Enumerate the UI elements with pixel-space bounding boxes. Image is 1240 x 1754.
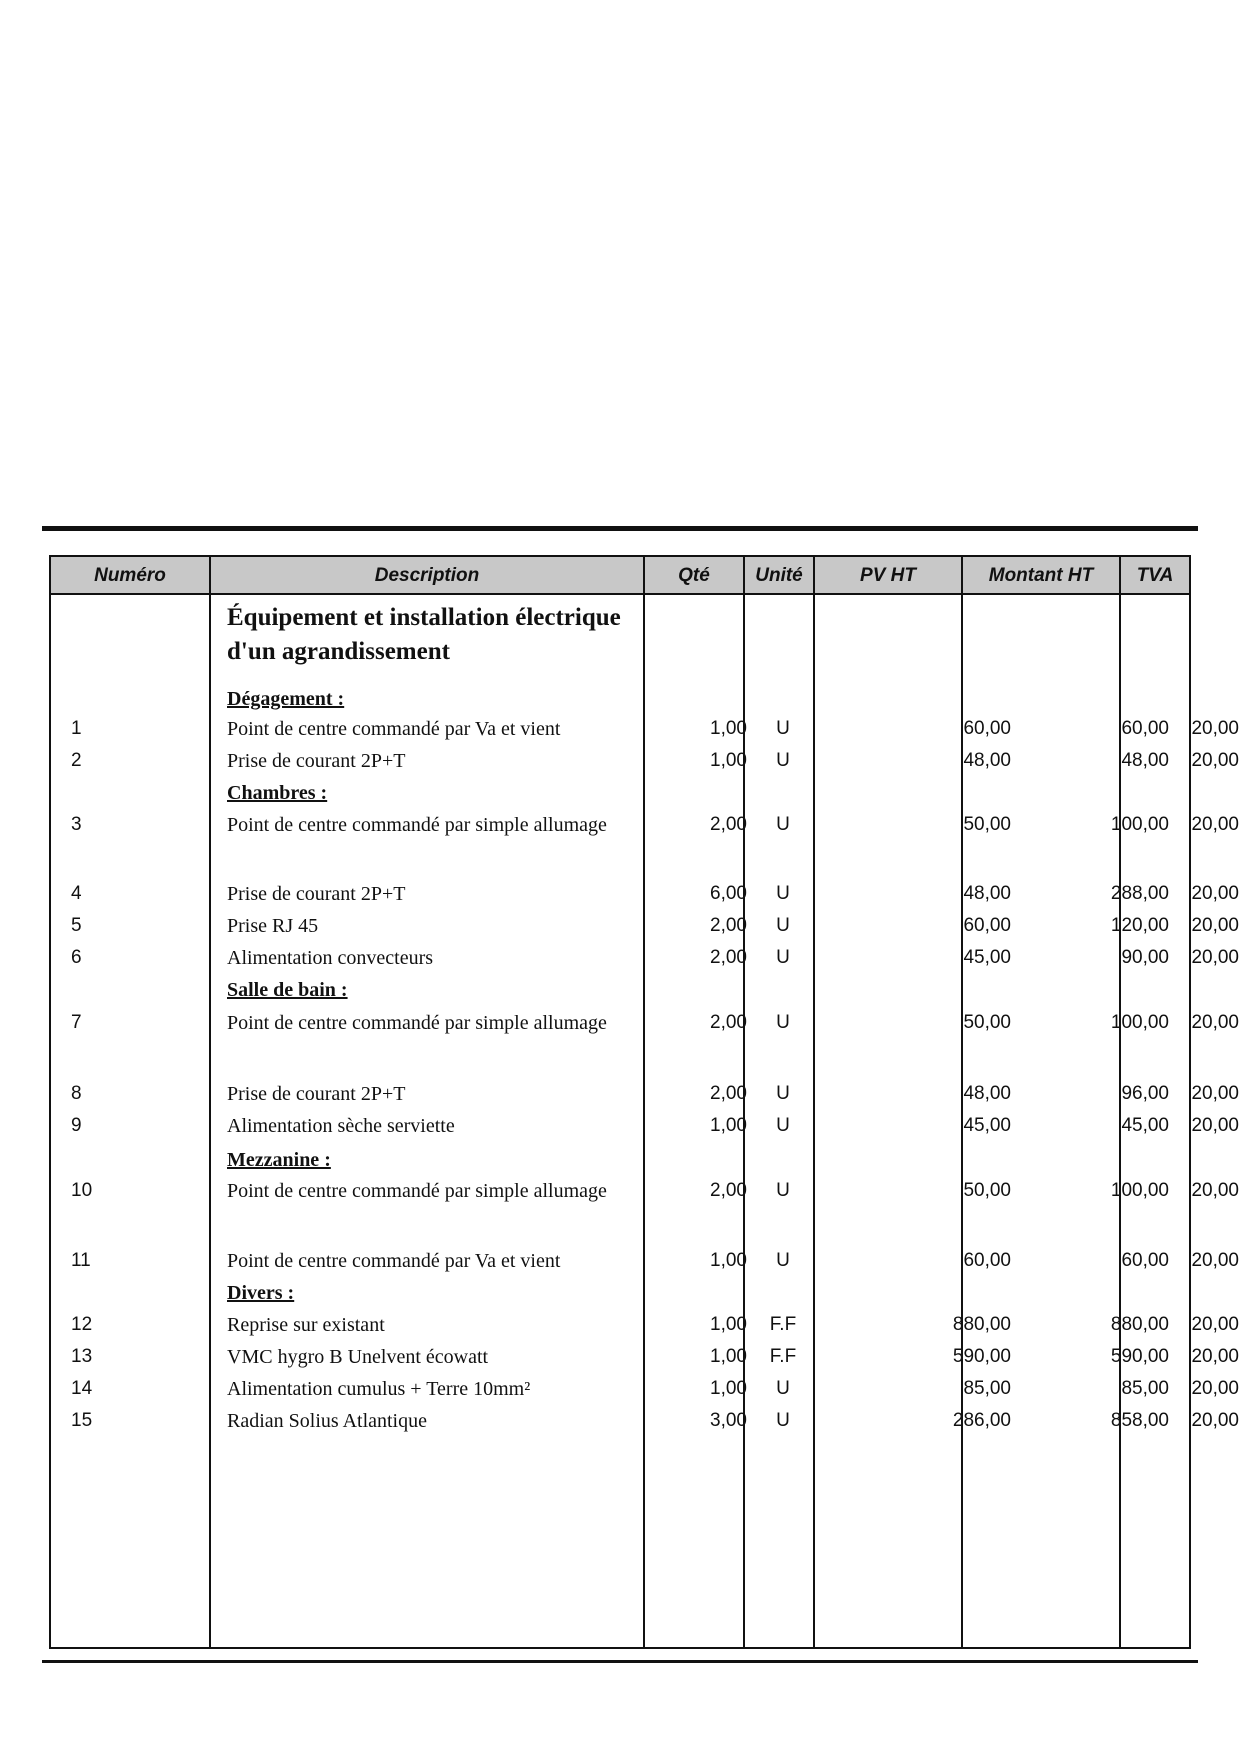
row-amount: 85,00 <box>1121 1378 1169 1399</box>
header-montant-ht: Montant HT <box>988 565 1094 586</box>
row-vat: 20,00 <box>1191 1410 1239 1431</box>
row-description: Alimentation cumulus + Terre 10mm² <box>227 1378 531 1400</box>
row-qty: 2,00 <box>710 1012 747 1033</box>
row-unit-price: 48,00 <box>963 750 1011 771</box>
row-qty: 6,00 <box>710 883 747 904</box>
row-description: Radian Solius Atlantique <box>227 1410 427 1432</box>
section-heading: Chambres : <box>227 782 328 804</box>
row-description: Alimentation sèche serviette <box>227 1115 455 1137</box>
row-unit-price: 48,00 <box>963 883 1011 904</box>
row-vat: 20,00 <box>1191 1346 1239 1367</box>
bottom-rule <box>42 1660 1198 1663</box>
row-qty: 1,00 <box>710 1115 747 1136</box>
row-vat: 20,00 <box>1191 1180 1239 1201</box>
row-description: Prise de courant 2P+T <box>227 883 406 905</box>
row-amount: 288,00 <box>1110 883 1169 904</box>
row-description: Point de centre commandé par Va et vient <box>227 1250 561 1272</box>
row-qty: 1,00 <box>710 1346 747 1367</box>
row-qty: 2,00 <box>710 947 747 968</box>
section-heading: Dégagement : <box>227 688 345 710</box>
header-description: Description <box>374 565 480 586</box>
row-unit: U <box>776 1180 790 1201</box>
header-qte: Qté <box>678 565 710 586</box>
header-pv-ht: PV HT <box>860 565 916 586</box>
row-description: Point de centre commandé par Va et vient <box>227 718 561 740</box>
row-unit: U <box>776 1250 790 1271</box>
row-description: Prise RJ 45 <box>227 915 319 937</box>
document-title: Équipement et installation électrique d'un agrandissement <box>227 604 621 665</box>
row-vat: 20,00 <box>1191 1378 1239 1399</box>
row-amount: 120,00 <box>1110 915 1169 936</box>
row-qty: 1,00 <box>710 1314 747 1335</box>
row-description: VMC hygro B Unelvent écowatt <box>227 1346 489 1368</box>
row-unit-price: 60,00 <box>963 718 1011 739</box>
row-number: 11 <box>71 1250 91 1271</box>
row-description: Point de centre commandé par simple allumage <box>227 1180 607 1202</box>
row-unit: U <box>776 883 790 904</box>
row-number: 6 <box>71 947 82 968</box>
row-unit-price: 85,00 <box>963 1378 1011 1399</box>
section-heading: Mezzanine : <box>227 1149 331 1171</box>
row-vat: 20,00 <box>1191 1314 1239 1335</box>
row-description: Point de centre commandé par simple allumage <box>227 814 607 836</box>
row-qty: 2,00 <box>710 915 747 936</box>
row-number: 3 <box>71 814 82 835</box>
row-unit-price: 45,00 <box>963 947 1011 968</box>
row-number: 15 <box>71 1410 93 1431</box>
header-numero: Numéro <box>94 565 166 586</box>
row-unit: U <box>776 915 790 936</box>
row-unit-price: 880,00 <box>952 1314 1011 1335</box>
row-unit: U <box>776 1083 790 1104</box>
table-header <box>51 557 1189 595</box>
row-unit: U <box>776 718 790 739</box>
row-unit-price: 50,00 <box>963 1012 1011 1033</box>
row-unit-price: 286,00 <box>952 1410 1011 1431</box>
row-qty: 3,00 <box>710 1410 747 1431</box>
row-qty: 1,00 <box>710 750 747 771</box>
row-number: 14 <box>71 1378 93 1399</box>
row-amount: 858,00 <box>1110 1410 1169 1431</box>
row-unit-price: 45,00 <box>963 1115 1011 1136</box>
row-vat: 20,00 <box>1191 1083 1239 1104</box>
column-divider <box>813 557 815 1647</box>
row-qty: 2,00 <box>710 814 747 835</box>
row-number: 2 <box>71 750 82 771</box>
row-unit-price: 48,00 <box>963 1083 1011 1104</box>
row-qty: 1,00 <box>710 1378 747 1399</box>
row-vat: 20,00 <box>1191 1012 1239 1033</box>
row-description: Prise de courant 2P+T <box>227 1083 406 1105</box>
column-divider <box>643 557 645 1647</box>
row-vat: 20,00 <box>1191 947 1239 968</box>
row-qty: 2,00 <box>710 1180 747 1201</box>
section-heading: Salle de bain : <box>227 979 348 1001</box>
row-number: 9 <box>71 1115 82 1136</box>
row-amount: 48,00 <box>1121 750 1169 771</box>
row-number: 8 <box>71 1083 82 1104</box>
row-amount: 60,00 <box>1121 718 1169 739</box>
row-vat: 20,00 <box>1191 718 1239 739</box>
row-unit: U <box>776 1012 790 1033</box>
row-number: 5 <box>71 915 82 936</box>
row-unit: U <box>776 1378 790 1399</box>
quote-table <box>49 555 1239 1649</box>
row-vat: 20,00 <box>1191 814 1239 835</box>
row-amount: 880,00 <box>1110 1314 1169 1335</box>
row-description: Alimentation convecteurs <box>227 947 434 969</box>
row-amount: 45,00 <box>1121 1115 1169 1136</box>
row-vat: 20,00 <box>1191 750 1239 771</box>
row-number: 13 <box>71 1346 93 1367</box>
row-vat: 20,00 <box>1191 1115 1239 1136</box>
row-unit-price: 60,00 <box>963 1250 1011 1271</box>
header-tva: TVA <box>1136 565 1174 586</box>
row-vat: 20,00 <box>1191 883 1239 904</box>
row-unit: F.F <box>769 1314 797 1335</box>
row-amount: 90,00 <box>1121 947 1169 968</box>
row-qty: 1,00 <box>710 718 747 739</box>
row-unit: U <box>776 1115 790 1136</box>
row-qty: 1,00 <box>710 1250 747 1271</box>
row-description: Prise de courant 2P+T <box>227 750 406 772</box>
row-amount: 100,00 <box>1110 1012 1169 1033</box>
row-description: Reprise sur existant <box>227 1314 385 1336</box>
column-divider <box>209 557 211 1647</box>
top-rule <box>42 526 1198 531</box>
row-number: 7 <box>71 1012 82 1033</box>
row-amount: 100,00 <box>1110 1180 1169 1201</box>
row-amount: 100,00 <box>1110 814 1169 835</box>
row-number: 12 <box>71 1314 93 1335</box>
row-unit: U <box>776 750 790 771</box>
row-number: 4 <box>71 883 82 904</box>
row-qty: 2,00 <box>710 1083 747 1104</box>
header-unite: Unité <box>755 565 803 586</box>
row-unit: F.F <box>769 1346 797 1367</box>
row-number: 10 <box>71 1180 93 1201</box>
row-unit-price: 50,00 <box>963 1180 1011 1201</box>
row-unit: U <box>776 1410 790 1431</box>
row-number: 1 <box>71 718 82 739</box>
row-vat: 20,00 <box>1191 1250 1239 1271</box>
row-unit-price: 590,00 <box>952 1346 1011 1367</box>
row-unit: U <box>776 947 790 968</box>
row-description: Point de centre commandé par simple allumage <box>227 1012 607 1034</box>
row-amount: 96,00 <box>1121 1083 1169 1104</box>
row-unit-price: 50,00 <box>963 814 1011 835</box>
row-amount: 590,00 <box>1110 1346 1169 1367</box>
row-unit: U <box>776 814 790 835</box>
section-heading: Divers : <box>227 1282 295 1304</box>
row-unit-price: 60,00 <box>963 915 1011 936</box>
row-vat: 20,00 <box>1191 915 1239 936</box>
row-amount: 60,00 <box>1121 1250 1169 1271</box>
